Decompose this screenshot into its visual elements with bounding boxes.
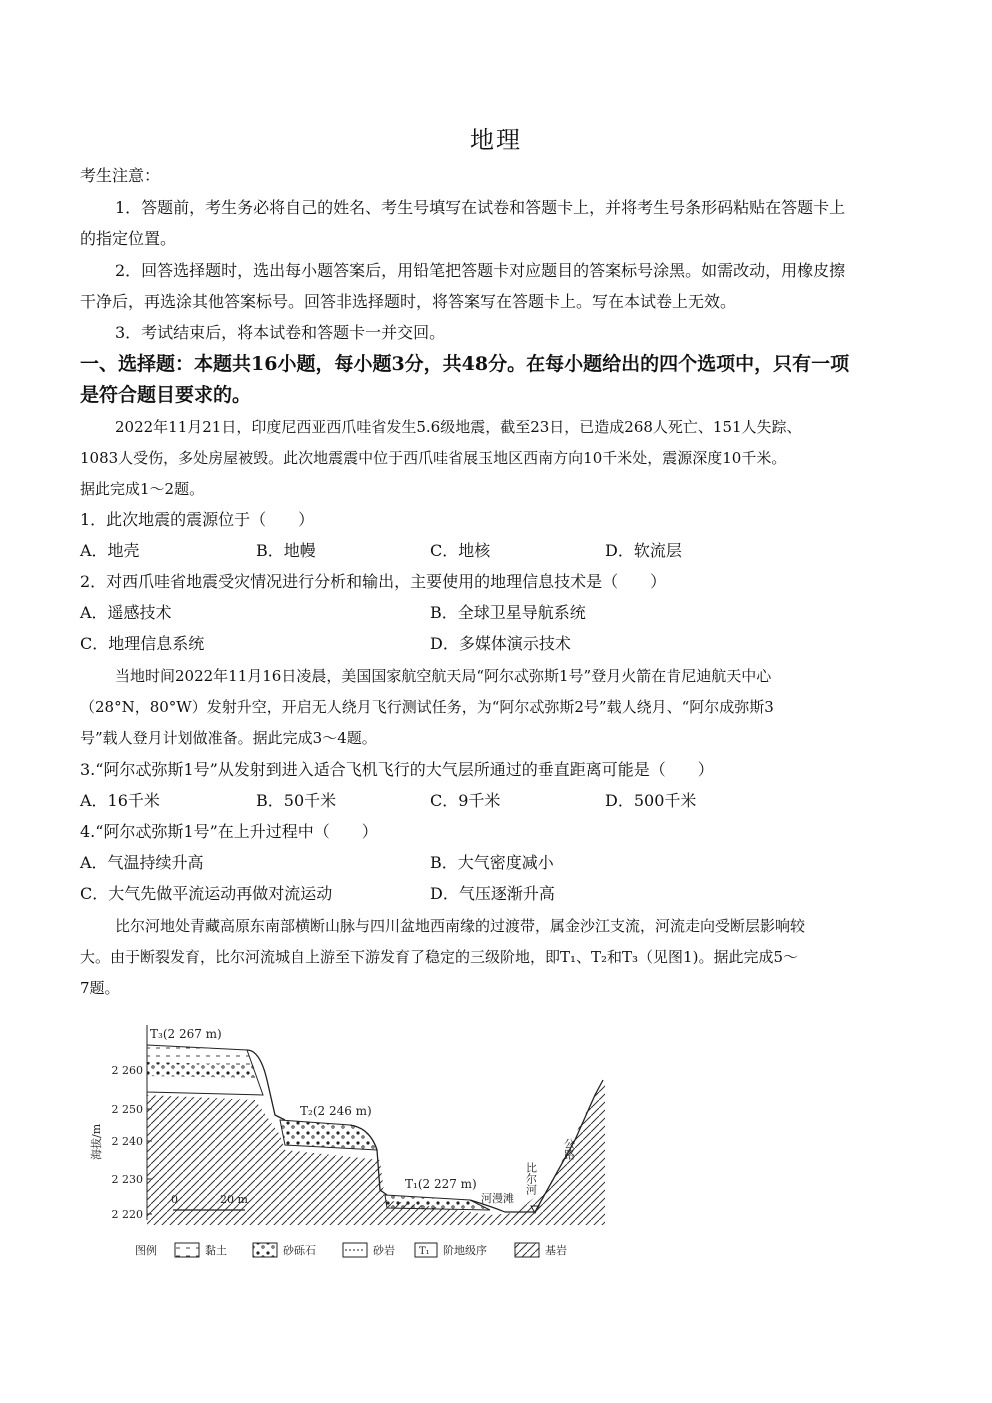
passage-1-line-3: 据此完成1～2题。 — [80, 480, 205, 498]
question-1-option-a: A．地壳 — [80, 541, 140, 560]
bedrock-area — [147, 1080, 605, 1225]
t2-deposit — [280, 1120, 377, 1150]
question-1-option-b: B．地幔 — [256, 541, 316, 560]
question-1-stem: 1．此次地震的震源位于（ ） — [80, 510, 315, 529]
notice-item-3: 3．考试结束后，将本试卷和答题卡一并交回。 — [115, 323, 446, 342]
question-2-stem: 2．对西爪哇省地震受灾情况进行分析和输出，主要使用的地理信息技术是（ ） — [80, 572, 667, 591]
y-axis-label: 海拔/m — [90, 1123, 103, 1160]
question-3-option-d: D．500千米 — [605, 791, 697, 810]
legend-clay-swatch — [175, 1243, 199, 1257]
legend-gravel-swatch — [253, 1243, 277, 1257]
passage-3-line-2: 大。由于断裂发育，比尔河流城自上游至下游发育了稳定的三级阶地，即T₁、T₂和T₃（见图1)。据此完成5～ — [80, 948, 798, 966]
notice-heading: 考生注意： — [80, 166, 161, 185]
passage-1-line-2: 1083人受伤，多处房屋被毁。此次地震震中位于西爪哇省展玉地区西南方向10千米处，震源深度10千米。 — [80, 449, 787, 467]
road-label: 公路 — [562, 1138, 576, 1160]
question-3-option-c: C．9千米 — [430, 791, 501, 810]
y-tick-2260: 2 260 — [111, 1064, 143, 1077]
scale-label: 20 m — [220, 1193, 248, 1206]
y-tick-2250: 2 250 — [111, 1103, 143, 1116]
t1-label: T₁(2 227 m) — [405, 1177, 477, 1191]
legend-bedrock: 基岩 — [545, 1244, 567, 1257]
t1-deposit — [385, 1195, 490, 1210]
question-3-option-a: A．16千米 — [80, 791, 160, 810]
question-4-option-b: B．大气密度减小 — [430, 853, 554, 872]
passage-3-line-1: 比尔河地处青藏高原东南部横断山脉与四川盆地西南缘的过渡带，属金沙江支流，河流走向受断层影响较 — [115, 917, 806, 935]
y-tick-2240: 2 240 — [111, 1135, 143, 1148]
passage-3-line-3: 7题。 — [80, 979, 120, 997]
t2-label: T₂(2 246 m) — [300, 1104, 372, 1118]
question-4-option-a: A．气温持续升高 — [80, 853, 204, 872]
question-4-stem: 4.“阿尔忒弥斯1号”在上升过程中（ ） — [80, 822, 378, 841]
page-title: 地理 — [470, 126, 522, 154]
question-2-option-d: D．多媒体演示技术 — [430, 634, 571, 653]
river-label: 比尔河 — [524, 1162, 538, 1195]
question-2-option-c: C．地理信息系统 — [80, 634, 205, 653]
legend-gravel: 砂砾石 — [283, 1244, 316, 1257]
legend-terrace-box-label: T₁ — [419, 1246, 430, 1257]
y-tick-2220: 2 220 — [111, 1208, 143, 1221]
question-2-option-b: B．全球卫星导航系统 — [430, 603, 586, 622]
y-tick-2230: 2 230 — [111, 1173, 143, 1186]
floodplain-label: 河漫滩 — [481, 1192, 514, 1205]
section-heading: 一、选择题：本题共16小题，每小题3分，共48分。在每小题给出的四个选项中，只有一项 — [80, 353, 850, 375]
legend-bedrock-swatch — [515, 1243, 539, 1257]
notice-item-2: 2．回答选择题时，选出每小题答案后，用铅笔把答题卡对应题目的答案标号涂黑。如需改动，用橡皮擦 — [115, 261, 846, 280]
notice-item-1-cont: 的指定位置。 — [80, 229, 177, 248]
t3-label: T₃(2 267 m) — [150, 1027, 222, 1041]
passage-2-line-2: （28°N，80°W）发射升空，开启无人绕月飞行测试任务，为“阿尔忒弥斯2号”载人绕月、“阿尔成弥斯3 — [80, 698, 774, 716]
question-2-option-a: A．遥感技术 — [80, 603, 172, 622]
question-1-option-d: D．软流层 — [605, 541, 682, 560]
legend-sandstone: 砂岩 — [373, 1244, 395, 1257]
question-4-option-c: C．大气先做平流运动再做对流运动 — [80, 884, 333, 903]
scale-zero: 0 — [171, 1193, 178, 1206]
legend-terrace: 阶地级序 — [443, 1244, 487, 1257]
notice-item-1: 1．答题前，考生务必将自己的姓名、考生号填写在试卷和答题卡上，并将考生号条形码粘贴在答题卡上 — [115, 198, 846, 217]
passage-1-line-1: 2022年11月21日，印度尼西亚西爪哇省发生5.6级地震，截至23日，已造成268人死亡、151人失踪、 — [115, 418, 802, 436]
question-1-option-c: C．地核 — [430, 541, 491, 560]
question-3-option-b: B．50千米 — [256, 791, 337, 810]
question-4-option-d: D．气压逐渐升高 — [430, 884, 555, 903]
legend-clay: 黏土 — [205, 1244, 227, 1257]
legend-title: 图例 — [135, 1244, 157, 1257]
terrace-profile-figure — [90, 1020, 615, 1265]
passage-2-line-3: 号”载人登月计划做准备。据此完成3～4题。 — [80, 729, 377, 747]
section-heading-cont: 是符合题目要求的。 — [80, 384, 252, 406]
notice-item-2-cont: 干净后，再选涂其他答案标号。回答非选择题时，将答案写在答题卡上。写在本试卷上无效。 — [80, 292, 737, 311]
question-3-stem: 3.“阿尔忒弥斯1号”从发射到进入适合飞机飞行的大气层所通过的垂直距离可能是（ ） — [80, 760, 714, 779]
passage-2-line-1: 当地时间2022年11月16日凌晨，美国国家航空航天局“阿尔忒弥斯1号”登月火箭在肯尼迪航天中心 — [115, 667, 772, 685]
